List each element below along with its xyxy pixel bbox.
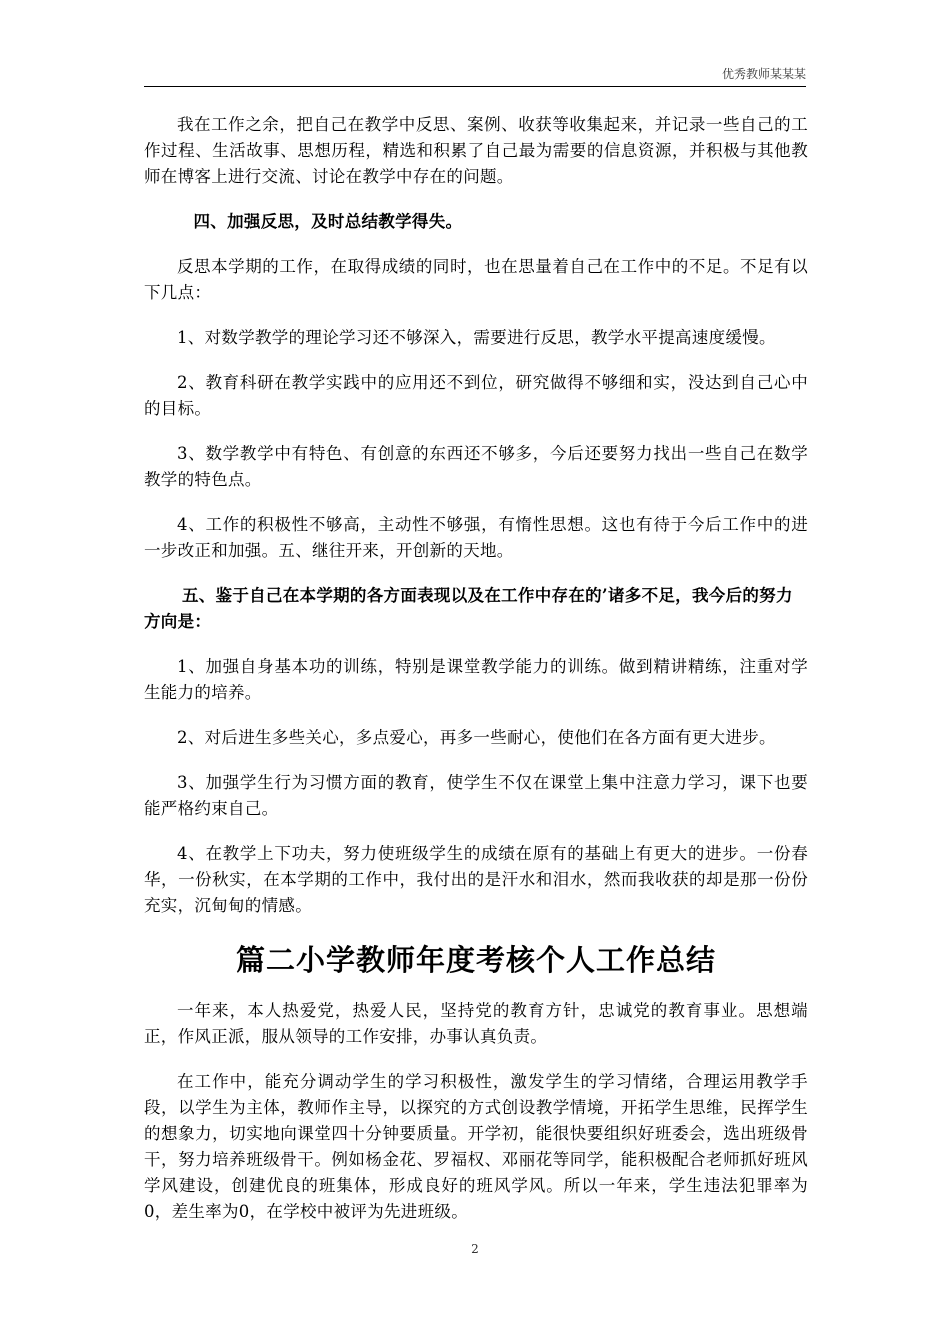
list-item: 2、教育科研在教学实践中的应用还不到位，研究做得不够细和实，没达到自己心中的目标。 <box>144 373 808 418</box>
list-item: 2、对后进生多些关心，多点爱心，再多一些耐心，使他们在各方面有更大进步。 <box>177 728 776 747</box>
list-item: 4、在教学上下功夫，努力使班级学生的成绩在原有的基础上有更大的进步。一份春华，一份秋实，在本学期的工作中，我付出的是汗水和泪水，然而我收获的却是那一份份充实，沉甸甸的情感。 <box>144 844 808 915</box>
paragraph: 我在工作之余，把自己在教学中反思、案例、收获等收集起来，并记录一些自己的工作过程、生活故事、思想历程，精选和积累了自己最为需要的信息资源，并积极与其他教师在博客上进行交流、讨论在教学中存在的问题。 <box>144 115 808 186</box>
list-item: 1、对数学教学的理论学习还不够深入，需要进行反思，教学水平提高速度缓慢。 <box>177 328 776 347</box>
section-heading: 五、鉴于自己在本学期的各方面表现以及在工作中存在的’诸多不足，我今后的努力方向是： <box>144 586 793 631</box>
list-item: 1、加强自身基本功的训练，特别是课堂教学能力的训练。做到精讲精练，注重对学生能力的培养。 <box>144 657 808 702</box>
page-number: 2 <box>471 1242 479 1256</box>
list-item: 4、工作的积极性不够高，主动性不够强，有惰性思想。这也有待于今后工作中的进一步改正和加强。五、继往开来，开创新的天地。 <box>144 515 808 560</box>
page-header <box>144 64 806 87</box>
paragraph: 反思本学期的工作，在取得成绩的同时，也在思量着自己在工作中的不足。不足有以下几点： <box>144 257 808 302</box>
paragraph: 一年来，本人热爱党，热爱人民，坚持党的教育方针，忠诚党的教育事业。思想端正，作风正派，服从领导的工作安排，办事认真负责。 <box>144 1001 808 1046</box>
paragraph: 在工作中，能充分调动学生的学习积极性，激发学生的学习情绪，合理运用教学手段，以学生为主体，教师作主导，以探究的方式创设教学情境，开拓学生思维，民挥学生的想象力，切实地向课堂四十分钟要质量。开学初，能很快要组织好班委会，选出班级骨干，努力培养班级骨干。例如杨金花、罗福权、邓丽花等同学，能积极配合老师抓好班风学风建设，创建优良的班集体，形成良好的班风学风。所以一年来，学生违法犯罪率为0，差生率为0，在学校中被评为先进班级。 <box>144 1072 808 1221</box>
page-footer <box>0 1242 950 1256</box>
section-heading: 四、加强反思，及时总结教学得失。 <box>193 212 463 231</box>
list-item: 3、加强学生行为习惯方面的教育，使学生不仅在课堂上集中注意力学习，课下也要能严格约束自己。 <box>144 773 808 818</box>
article-title: 篇二小学教师年度考核个人工作总结 <box>235 943 716 977</box>
header-text: 优秀教师某某某 <box>721 67 806 81</box>
list-item: 3、数学教学中有特色、有创意的东西还不够多，今后还要努力找出一些自己在数学教学的特色点。 <box>144 444 808 489</box>
document-body <box>144 112 808 1244</box>
